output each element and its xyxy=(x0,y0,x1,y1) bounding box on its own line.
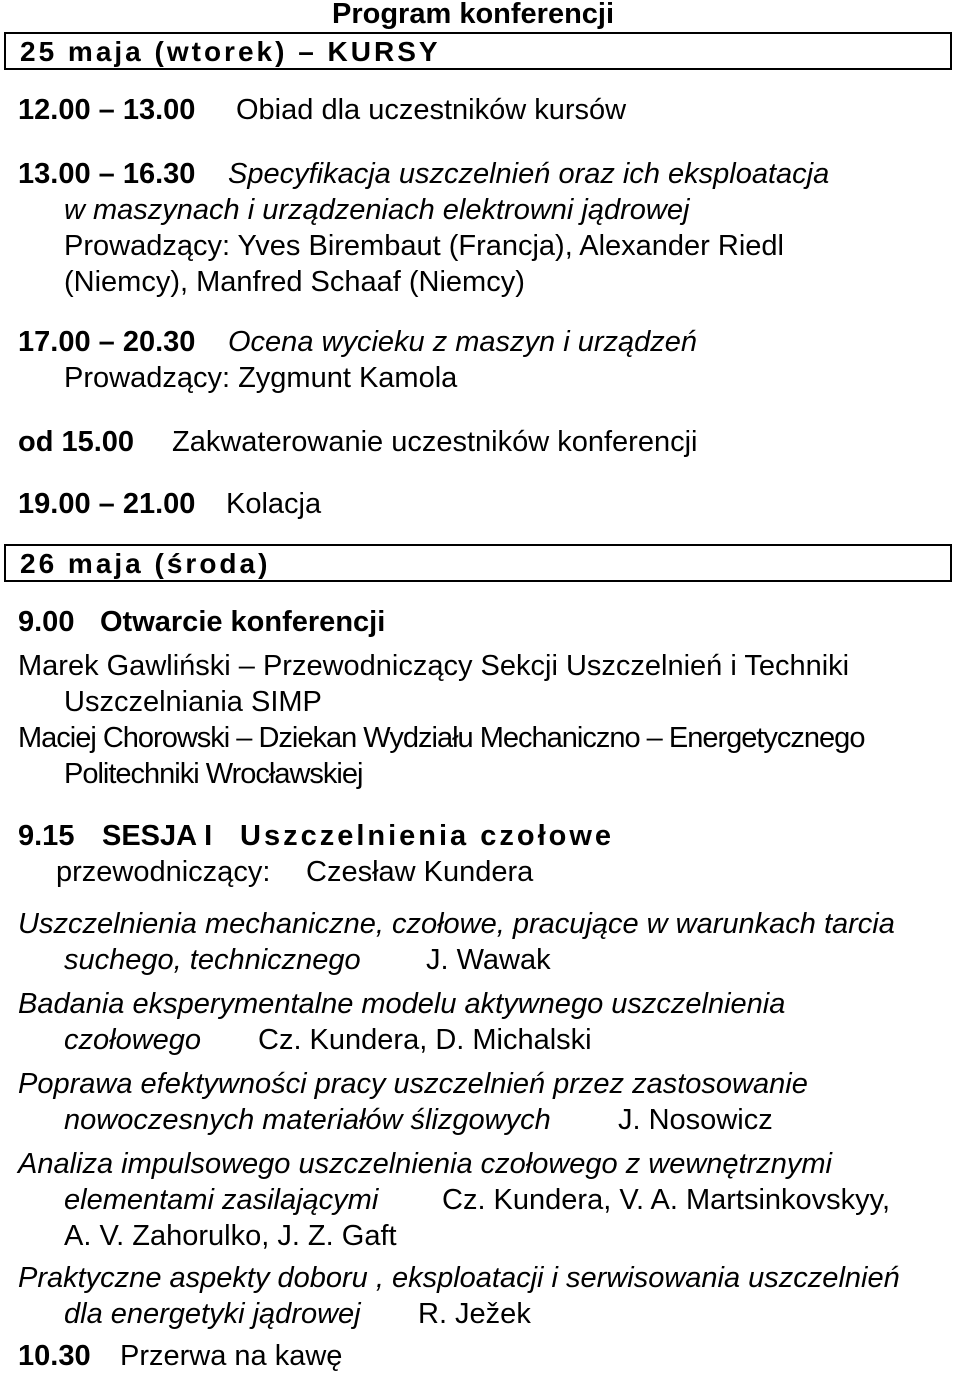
paper-authors: Cz. Kundera, V. A. Martsinkovskyy, xyxy=(442,1184,891,1216)
course-title: Specyfikacja uszczelnień oraz ich eksploatacja xyxy=(228,158,830,190)
page-title: Program konferencji xyxy=(332,0,615,30)
course-leaders: Prowadzący: Yves Birembaut (Francja), Alexander Riedl xyxy=(64,230,784,262)
break-text: Przerwa na kawę xyxy=(120,1340,343,1372)
time-label: 10.30 xyxy=(18,1340,91,1372)
paper-authors-cont: A. V. Zahorulko, J. Z. Gaft xyxy=(64,1220,397,1252)
day-header-label: 26 maja (środa) xyxy=(20,548,271,579)
paper-title: Badania eksperymentalne modelu aktywnego uszczelnienia xyxy=(18,988,786,1020)
course-leaders-cont: (Niemcy), Manfred Schaaf (Niemcy) xyxy=(64,266,525,298)
course-title-cont: w maszynach i urządzeniach elektrowni jądrowej xyxy=(64,194,690,226)
time-label: 13.00 – 16.30 xyxy=(18,158,196,190)
course-title: Ocena wycieku z maszyn i urządzeń xyxy=(228,326,698,358)
schedule-text: Kolacja xyxy=(226,488,322,520)
paper-authors: R. Ježek xyxy=(418,1298,531,1330)
paper-authors: J. Wawak xyxy=(426,944,551,976)
paper-title: Poprawa efektywności pracy uszczelnień przez zastosowanie xyxy=(18,1068,808,1100)
paper-title-cont: suchego, technicznego xyxy=(64,944,361,976)
speaker-line-cont: Uszczelniania SIMP xyxy=(64,686,322,718)
time-label: 12.00 – 13.00 xyxy=(18,94,196,126)
schedule-text: Zakwaterowanie uczestników konferencji xyxy=(172,426,698,458)
time-label: od 15.00 xyxy=(18,426,135,458)
chair-label: przewodniczący: xyxy=(56,856,271,888)
day-header-box xyxy=(4,32,952,70)
speaker-line: Marek Gawliński – Przewodniczący Sekcji Uszczelnień i Techniki xyxy=(18,650,850,682)
paper-title-cont: czołowego xyxy=(64,1024,202,1056)
paper-title: Analiza impulsowego uszczelnienia czołowego z wewnętrznymi xyxy=(18,1148,832,1180)
paper-title-cont: elementami zasilającymi xyxy=(64,1184,379,1216)
session-topic: Uszczelnienia czołowe xyxy=(240,820,615,852)
paper-title: Uszczelnienia mechaniczne, czołowe, pracujące w warunkach tarcia xyxy=(18,908,895,940)
time-label: 9.15 xyxy=(18,820,75,852)
speaker-line: Maciej Chorowski – Dziekan Wydziału Mechaniczno – Energetycznego xyxy=(18,722,865,754)
day-header-label: 25 maja (wtorek) – KURSY xyxy=(20,36,441,67)
paper-title-cont: dla energetyki jądrowej xyxy=(64,1298,361,1330)
schedule-text: Obiad dla uczestników kursów xyxy=(236,94,627,126)
chair-name: Czesław Kundera xyxy=(306,856,534,888)
paper-authors: Cz. Kundera, D. Michalski xyxy=(258,1024,592,1056)
time-label: 9.00 xyxy=(18,606,75,638)
paper-authors: J. Nosowicz xyxy=(618,1104,773,1136)
session-name: SESJA I xyxy=(102,820,213,852)
paper-title: Praktyczne aspekty doboru , eksploatacji i serwisowania uszczelnień xyxy=(18,1262,900,1294)
course-leaders: Prowadzący: Zygmunt Kamola xyxy=(64,362,458,394)
day-header-box xyxy=(4,544,952,582)
opening-text: Otwarcie konferencji xyxy=(100,606,386,638)
paper-title-cont: nowoczesnych materiałów ślizgowych xyxy=(64,1104,551,1136)
time-label: 19.00 – 21.00 xyxy=(18,488,196,520)
speaker-line-cont: Politechniki Wrocławskiej xyxy=(64,758,363,790)
time-label: 17.00 – 20.30 xyxy=(18,326,196,358)
